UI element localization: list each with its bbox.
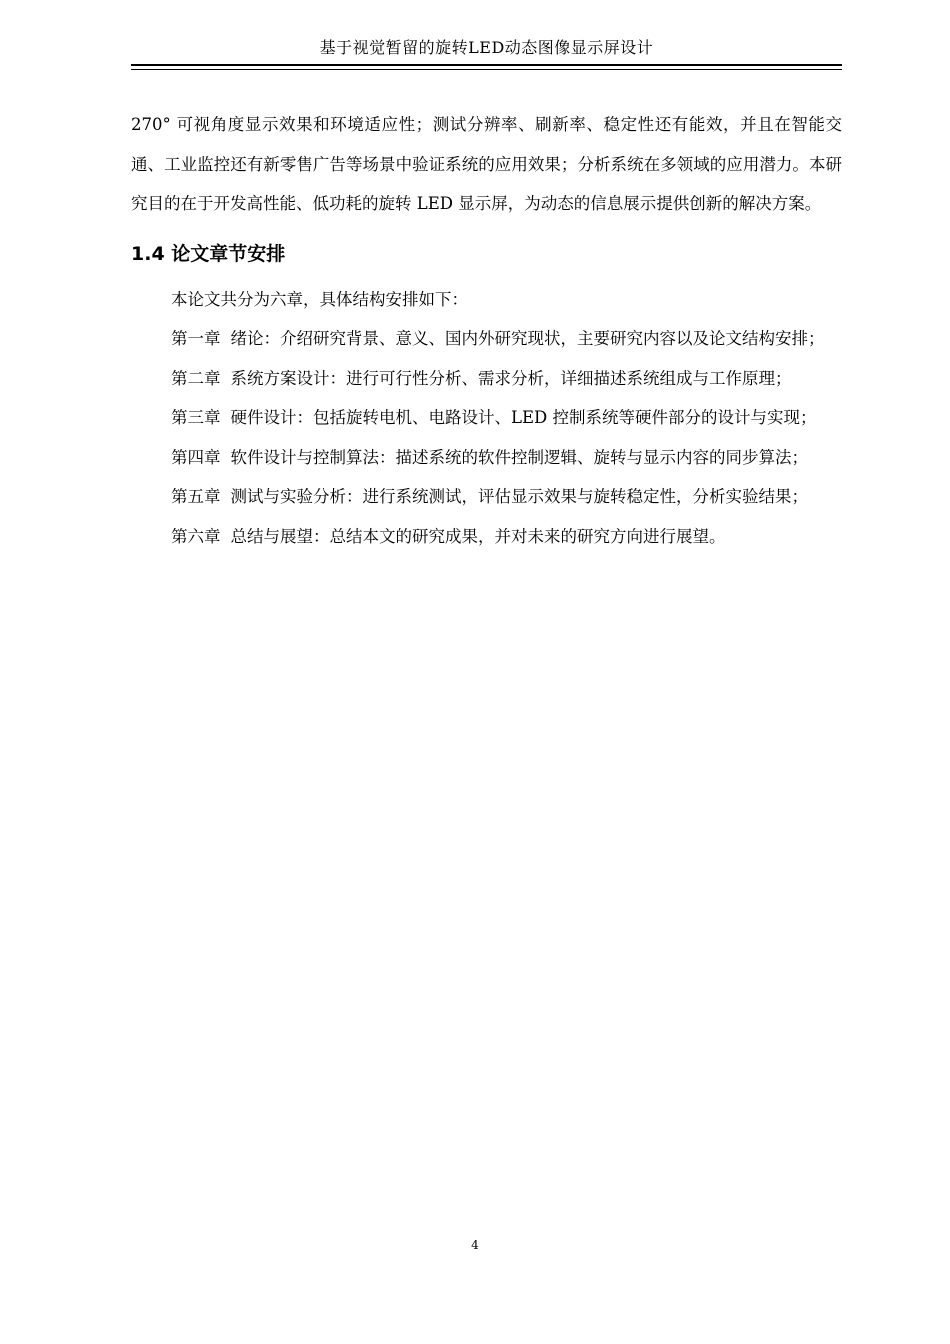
chapter-4-text: 软件设计与控制算法：描述系统的软件控制逻辑、旋转与显示内容的同步算法； [230, 447, 808, 467]
chapter-3-entry [131, 398, 842, 438]
chapter-2-label: 第二章 [171, 368, 221, 388]
chapter-4-label: 第四章 [171, 447, 221, 467]
section-heading: 1.4 论文章节安排 [131, 242, 286, 265]
chapter-1-entry [131, 319, 842, 359]
chapter-2-entry [131, 359, 842, 399]
chapter-6-entry [131, 517, 842, 557]
page-body [131, 105, 842, 556]
chapter-5-entry [131, 477, 842, 517]
chapter-2-text: 系统方案设计：进行可行性分析、需求分析，详细描述系统组成与工作原理； [230, 368, 792, 388]
chapter-5-text: 测试与实验分析：进行系统测试，评估显示效果与旋转稳定性，分析实验结果； [230, 487, 808, 506]
section-lead-paragraph: 本论文共分为六章，具体结构安排如下： [171, 289, 468, 309]
chapter-6-label: 第六章 [171, 526, 221, 546]
running-header: 基于视觉暂留的旋转LED动态图像显示屏设计 [319, 38, 654, 57]
chapter-6-text: 总结与展望：总结本文的研究成果，并对未来的研究方向进行展望。 [230, 526, 726, 546]
chapter-5-label: 第五章 [171, 487, 221, 506]
intro-paragraph: 270° 可视角度显示效果和环境适应性；测试分辨率、刷新率、稳定性还有能效，并且在智能交通、工业监控还有新零售广告等场景中验证系统的应用效果；分析系统在多领域的应用潜力。本研究目的在于开发高性能、低功耗的旋转 LED 显示屏，为动态的信息展示提供创新的解决方案。 [131, 115, 842, 213]
chapter-4-entry [131, 438, 842, 478]
chapter-1-label: 第一章 [171, 329, 221, 348]
page-number: 4 [471, 1238, 479, 1252]
header-rule-thick [131, 64, 842, 66]
chapter-3-text: 硬件设计：包括旋转电机、电路设计、LED 控制系统等硬件部分的设计与实现； [230, 408, 817, 427]
chapter-1-text: 绪论：介绍研究背景、意义、国内外研究现状，主要研究内容以及论文结构安排； [230, 329, 825, 348]
chapter-3-label: 第三章 [171, 408, 221, 427]
header-rule-thin [131, 69, 842, 70]
